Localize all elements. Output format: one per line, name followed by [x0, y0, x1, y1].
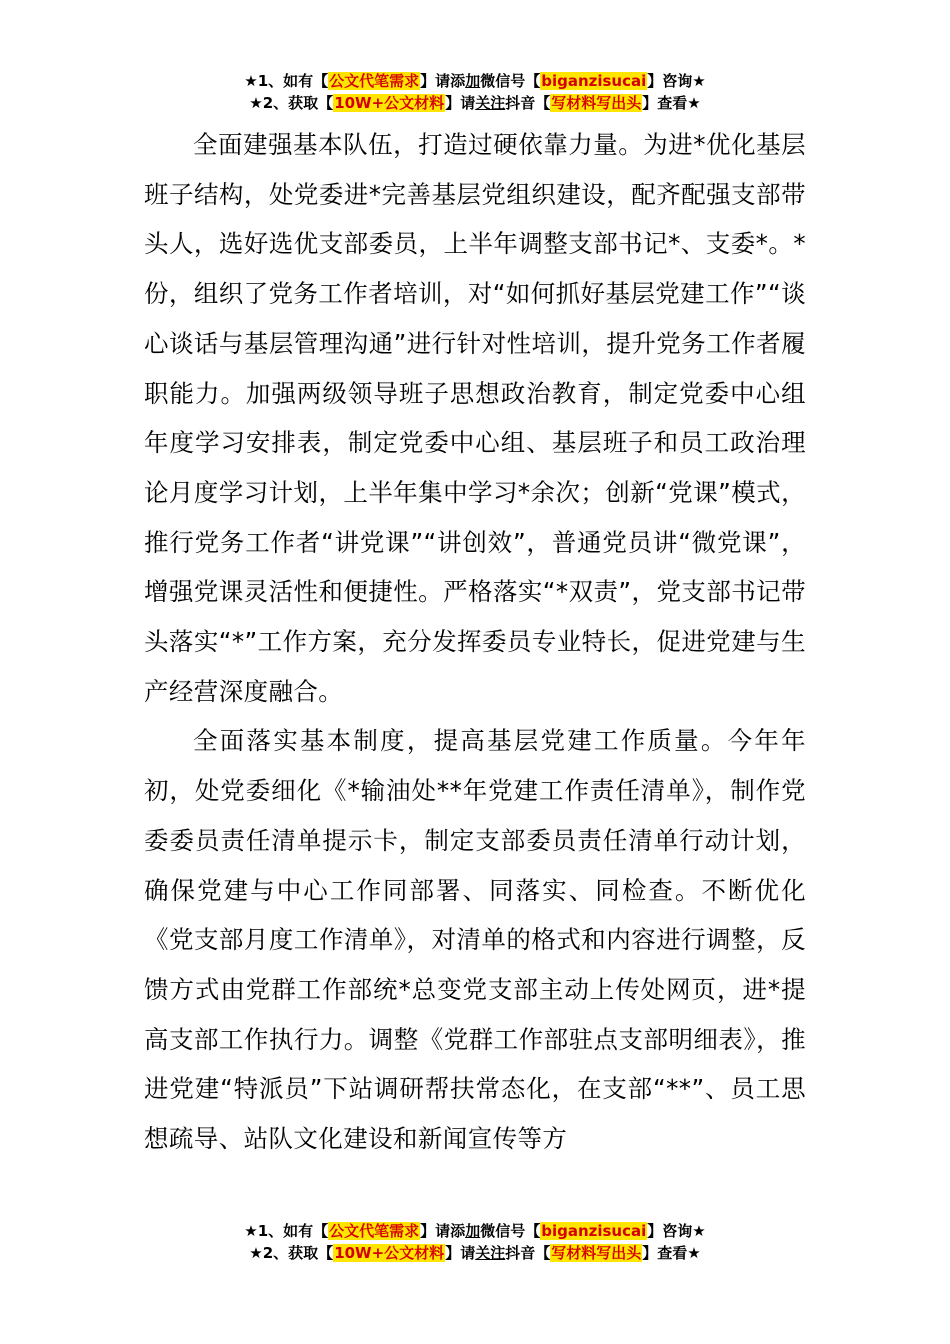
- highlight-service: 公文代笔需求: [329, 72, 420, 90]
- banner-text: ★2、获取【: [249, 94, 334, 112]
- highlight-douyin-id: 写材料写出头: [551, 94, 642, 112]
- highlight-wechat-id: biganzisucai: [541, 72, 647, 90]
- paragraph-team-building: 全面建强基本队伍，打造过硬依靠力量。为进*优化基层班子结构，处党委进*完善基层党组织建设，配齐配强支部带头人，选好选优支部委员，上半年调整支部书记*、支委*。*份，组织了党务工作者培训，对“如何抓好基层党建工作”“谈心谈话与基层管理沟通”进行针对性培训，提升党务工作者履职能力。加强两级领导班子思想政治教育，制定党委中心组年度学习安排表，制定党委中心组、基层班子和员工政治理论月度学习计划，上半年集中学习*余次；创新“党课”模式，推行党务工作者“讲党课”“讲创效”，普通党员讲“微党课”，增强党课灵活性和便捷性。严格落实“*双责”，党支部书记带头落实“*”工作方案，充分发挥委员专业特长，促进党建与生产经营深度融合。: [144, 130, 806, 706]
- banner-text: 】查看★: [642, 94, 701, 112]
- banner-text: 】咨询★: [647, 72, 706, 90]
- banner-text: ★1、如有【: [244, 1222, 329, 1240]
- banner-text: 抖音【: [505, 94, 551, 112]
- banner-text: 】请: [445, 94, 476, 112]
- banner-text: 微信号【: [480, 1222, 541, 1240]
- banner-text: 抖音【: [505, 1244, 551, 1262]
- banner-text: 】查看★: [642, 1244, 701, 1262]
- banner-underlined-text: 关注: [475, 94, 506, 112]
- banner-text: 】请: [445, 1244, 476, 1262]
- paragraph-system-implementation: 全面落实基本制度，提高基层党建工作质量。今年年初，处党委细化《*输油处**年党建工作责任清单》，制作党委委员责任清单提示卡，制定支部委员责任清单行动计划，确保党建与中心工作同部署、同落实、同检查。不断优化《党支部月度工作清单》，对清单的格式和内容进行调整，反馈方式由党群工作部统*总变党支部主动上传处网页，进*提高支部工作执行力。调整《党群工作部驻点支部明细表》，推进党建“特派员”下站调研帮扶常态化，在支部“**”、员工思想疏导、站队文化建设和新闻宣传等方: [144, 726, 806, 1154]
- highlight-service: 公文代笔需求: [329, 1222, 420, 1240]
- banner-line-2: [0, 92, 950, 114]
- banner-line-2: [0, 1242, 950, 1264]
- highlight-materials: 10W+公文材料: [334, 94, 445, 112]
- highlight-materials: 10W+公文材料: [334, 1244, 445, 1262]
- banner-text: 微信号【: [480, 72, 541, 90]
- footer-banner: [0, 1220, 950, 1264]
- banner-text: 】请添: [420, 72, 466, 90]
- highlight-wechat-id: biganzisucai: [541, 1222, 647, 1240]
- highlight-douyin-id: 写材料写出头: [551, 1244, 642, 1262]
- banner-text: ★2、获取【: [249, 1244, 334, 1262]
- banner-underlined-text: 加: [465, 72, 481, 90]
- banner-text: 】请添: [420, 1222, 466, 1240]
- banner-underlined-text: 加: [465, 1222, 481, 1240]
- banner-text: ★1、如有【: [244, 72, 329, 90]
- banner-line-1: [0, 70, 950, 92]
- header-banner: [0, 70, 950, 114]
- banner-text: 】咨询★: [647, 1222, 706, 1240]
- document-body: [144, 120, 806, 1164]
- banner-line-1: [0, 1220, 950, 1242]
- banner-underlined-text: 关注: [475, 1244, 506, 1262]
